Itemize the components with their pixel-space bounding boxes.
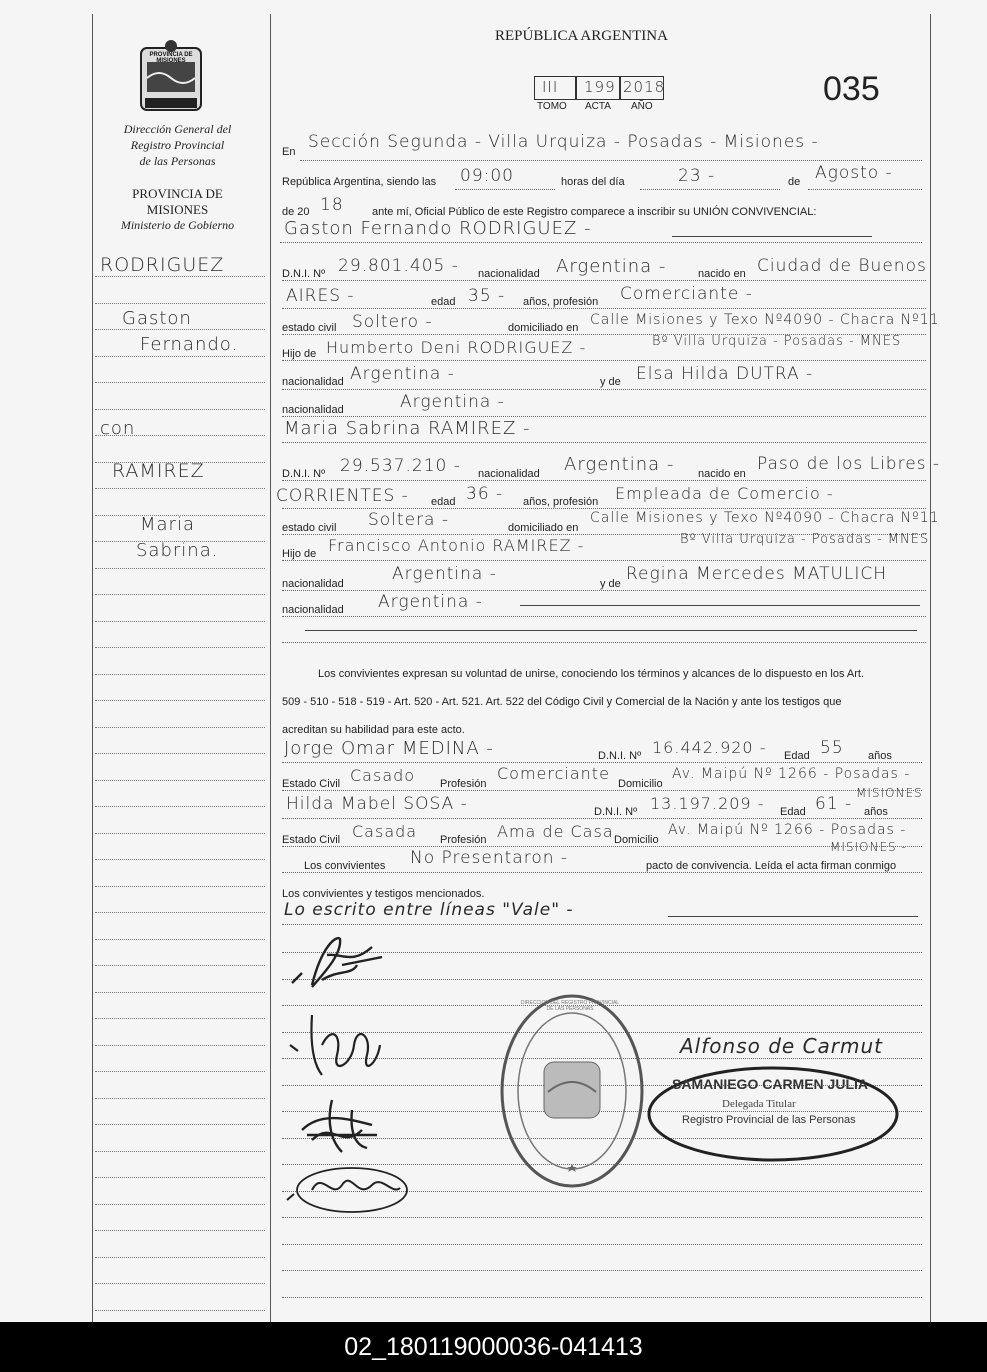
acta-label: ACTA (585, 101, 611, 112)
p2-lbl-dni: D.N.I. Nº (282, 468, 326, 480)
w2-profession: Ama de Casa (497, 822, 614, 841)
margin-ruled-line (95, 1018, 265, 1019)
center-margin-line (270, 14, 271, 1322)
p1-lbl-civil: estado civil (282, 322, 337, 334)
record-box (534, 76, 664, 114)
signature-4-icon (282, 1160, 422, 1220)
agency-line2: Registro Provincial (130, 138, 225, 152)
footer-code: 02_180119000036-041413 (344, 1333, 643, 1361)
margin-ruled-line (95, 1177, 265, 1178)
footer-code-bar (0, 1322, 987, 1372)
p2-father: Francisco Antonio RAMIREZ - (328, 536, 585, 555)
stamp-text: DIRECCION DEL REGISTRO PROVINCIAL DE LAS PERSONAS (520, 1000, 620, 1012)
p2-row6-rule (520, 605, 920, 606)
p1-birthplace2: AIRES - (286, 286, 355, 306)
p2-father-nationality: Argentina - (392, 564, 497, 584)
lbl-en: En (282, 146, 296, 158)
margin-ruled-line (95, 806, 265, 807)
name2-fill (282, 442, 926, 443)
p1-lbl-nac2: nacionalidad (282, 376, 344, 388)
p2-lbl-civil: estado civil (282, 522, 337, 534)
p2-lbl-yde: y de (600, 578, 621, 590)
p1-father-nationality: Argentina - (350, 364, 455, 384)
p2-lbl-dom: domiciliado en (508, 522, 579, 534)
acta-value: 199 (584, 78, 616, 96)
p1-address: Calle Misiones y Texo Nº4090 - Chacra Nº11 (590, 312, 940, 328)
p1-lbl-yde: y de (600, 376, 621, 388)
p2-lbl-prof: años, profesión (523, 496, 599, 508)
p2-lbl-edad: edad (431, 496, 456, 508)
p1-lbl-dom: domiciliado en (508, 322, 579, 334)
p1-profession: Comerciante - (620, 284, 753, 304)
p2-address2: Bº Villa Urquiza - Posadas - MNES (680, 532, 930, 547)
margin-ruled-line (95, 674, 265, 675)
margin-ruled-line (95, 912, 265, 913)
margin-ruled-line (95, 859, 265, 860)
official-signature: Alfonso de Carmut (680, 1034, 884, 1058)
w2-lbl-prof: Profesión (440, 834, 487, 846)
w1-lbl-anios: años (868, 750, 892, 762)
margin-note-surname2: RAMIREZ (112, 460, 205, 482)
signature-2-icon (282, 1005, 392, 1085)
p1-birthplace: Ciudad de Buenos (757, 256, 927, 276)
margin-ruled-line (95, 647, 265, 648)
p1-mother-nationality: Argentina - (400, 392, 505, 412)
p2-birthplace2: CORRIENTES - (276, 486, 409, 506)
p2-lbl-hijo: Hijo de (282, 548, 317, 560)
w2-lbl-dni: D.N.I. Nº (594, 806, 638, 818)
official-stamp-icon (498, 992, 646, 1190)
province-line1: PROVINCIA DE (132, 186, 223, 201)
w1-lbl-estado: Estado Civil (282, 778, 341, 790)
person2-fullname: Maria Sabrina RAMIREZ - (284, 418, 531, 439)
anio-label: AÑO (631, 101, 653, 112)
margin-ruled-line (95, 965, 265, 966)
p1-row5-fill (282, 389, 926, 390)
ministry-line: Ministerio de Gobierno (120, 218, 235, 232)
signature-ruled-line (282, 1270, 922, 1271)
margin-note-name1a: Gaston (122, 308, 192, 329)
month-fill (808, 189, 922, 190)
w2-lbl-estado: Estado Civil (282, 834, 341, 846)
anio-value: 2018 (623, 78, 666, 96)
p1-lbl-dni: D.N.I. Nº (282, 268, 326, 280)
w1-address2: MISIONES (856, 786, 923, 800)
filler-fill (282, 642, 926, 643)
province-emblem (135, 38, 207, 116)
margin-note-name1b: Fernando. (140, 334, 239, 355)
margin-ruled-line (95, 594, 265, 595)
p1-row2-fill (282, 308, 926, 309)
margin-ruled-line (95, 621, 265, 622)
p2-row6-fill (282, 616, 926, 617)
office-value: Sección Segunda - Villa Urquiza - Posadas - Misiones - (308, 132, 819, 152)
month-value: Agosto - (815, 163, 893, 183)
record-number: 035 (823, 70, 880, 108)
p1-lbl-nac: nacionalidad (478, 268, 540, 280)
margin-ruled-line (95, 1151, 265, 1152)
margin-ruled-line (95, 833, 265, 834)
p2-age: 36 - (466, 484, 504, 504)
tomo-value: III (542, 78, 559, 96)
right-margin-line (930, 14, 931, 1322)
day-value: 23 - (678, 166, 716, 186)
lbl-de20: de 20 (282, 206, 310, 218)
person1-fullname: Gaston Fernando RODRIGUEZ - (284, 218, 592, 239)
margin-ruled-line (95, 382, 265, 383)
p1-mother: Elsa Hilda DUTRA - (636, 364, 814, 384)
w2-row2-fill (282, 846, 922, 847)
w1-name: Jorge Omar MEDINA - (284, 738, 494, 759)
declaration-line2: 509 - 510 - 518 - 519 - Art. 520 - Art. 521. Art. 522 del Código Civil y Comercial de la Nación y ante los testigos que (282, 696, 842, 708)
p1-row4-fill (282, 360, 926, 361)
p1-nationality: Argentina - (556, 256, 667, 277)
margin-ruled-line (95, 992, 265, 993)
p1-lbl-nac3: nacionalidad (282, 404, 344, 416)
margin-ruled-line (95, 1257, 265, 1258)
agency-line1: Dirección General del (123, 122, 232, 136)
p2-lbl-nac2: nacionalidad (282, 578, 344, 590)
p2-dni: 29.537.210 - (340, 456, 461, 476)
margin-ruled-line (95, 780, 265, 781)
w2-name: Hilda Mabel SOSA - (286, 794, 468, 814)
day-fill (640, 189, 780, 190)
w2-age: 61 - (815, 794, 853, 814)
province-emblem-icon (135, 38, 207, 116)
p1-lbl-hijo: Hijo de (282, 348, 317, 360)
hour-fill (455, 189, 555, 190)
lbl-ante: ante mí, Oficial Público de este Registro comparece a inscribir su UNIÓN CONVIVENCIAL: (372, 206, 817, 218)
lbl-convivientes: Los convivientes (304, 860, 386, 872)
w2-row1-fill (282, 818, 922, 819)
filler-rule (305, 630, 917, 631)
lbl-republica: República Argentina, siendo las (282, 176, 437, 188)
pact-fill (282, 872, 922, 873)
margin-ruled-line (95, 1310, 265, 1311)
margin-note-name2a: Maria (140, 514, 195, 535)
p1-father: Humberto Deni RODRIGUEZ - (326, 338, 587, 357)
p2-address: Calle Misiones y Texo Nº4090 - Chacra Nº11 (590, 510, 940, 526)
w1-lbl-prof: Profesión (440, 778, 487, 790)
w2-lbl-edad: Edad (780, 806, 806, 818)
signature-1-icon (282, 925, 402, 995)
closing-line2: Los convivientes y testigos mencionados. (282, 888, 485, 900)
p2-birthplace: Paso de los Libres - (757, 454, 941, 474)
closing-note: Lo escrito entre líneas "Vale" - (284, 900, 574, 920)
w1-lbl-edad: Edad (784, 750, 810, 762)
margin-ruled-line (95, 356, 265, 357)
name1-fill (280, 242, 922, 243)
official-office: Registro Provincial de las Personas (682, 1114, 856, 1126)
p2-row1-fill (282, 480, 926, 481)
w1-lbl-dni: D.N.I. Nº (598, 750, 642, 762)
province-line2: MISIONES (146, 202, 209, 217)
signature-3-icon (282, 1090, 392, 1160)
lbl-de: de (788, 176, 801, 188)
w1-civil: Casado (350, 766, 416, 785)
margin-ruled-line (95, 1230, 265, 1231)
margin-ruled-line (95, 303, 265, 304)
lbl-pact: pacto de convivencia. Leída el acta firman conmigo (646, 860, 897, 872)
w1-profession: Comerciante (497, 764, 610, 783)
w2-dni: 13.197.209 - (650, 794, 765, 813)
w1-lbl-dom: Domicilio (618, 778, 663, 790)
left-margin-line (92, 14, 93, 1322)
w2-lbl-anios: años (864, 806, 888, 818)
margin-ruled-line (95, 1045, 265, 1046)
p2-civil: Soltera - (368, 510, 449, 530)
p1-row6-fill (282, 416, 926, 417)
office-fill (300, 160, 922, 161)
p1-row1-fill (282, 280, 926, 281)
margin-ruled-line (95, 727, 265, 728)
tomo-label: TOMO (537, 101, 567, 112)
w2-lbl-dom: Domicilio (614, 834, 659, 846)
p2-lbl-nac3: nacionalidad (282, 604, 344, 616)
signature-ruled-line (282, 1297, 922, 1298)
margin-ruled-line (95, 1098, 265, 1099)
p1-lbl-nacido: nacido en (698, 268, 746, 280)
lbl-horas: horas del día (561, 176, 625, 188)
p2-lbl-nacido: nacido en (698, 468, 746, 480)
margin-note-surname1: RODRIGUEZ (100, 254, 225, 276)
w1-address: Av. Maipú Nº 1266 - Posadas - (672, 766, 911, 782)
p2-mother: Regina Mercedes MATULICH (626, 564, 888, 584)
p2-profession: Empleada de Comercio - (615, 484, 834, 503)
margin-ruled-line (95, 1283, 265, 1284)
margin-ruled-line (95, 753, 265, 754)
p1-address2: Bº Villa Urquiza - Posadas - MNES (652, 334, 902, 349)
w1-age: 55 (820, 738, 844, 758)
w1-dni: 16.442.920 - (652, 738, 767, 757)
margin-ruled-line (95, 1124, 265, 1125)
declaration-line1: Los convivientes expresan su voluntad de unirse, conociendo los términos y alcances de lo dispuesto en los Art. (318, 668, 865, 680)
year-value: 18 (320, 195, 344, 215)
hour-value: 09:00 (460, 166, 514, 186)
p2-row2-fill (282, 508, 926, 509)
p1-age: 35 - (468, 286, 506, 306)
margin-note-name2b: Sabrina. (136, 540, 219, 561)
pact-value: No Presentaron - (410, 848, 569, 868)
w1-row1-fill (282, 762, 922, 763)
margin-ruled-line (95, 329, 265, 330)
w2-civil: Casada (352, 822, 418, 841)
p1-civil: Soltero - (352, 312, 433, 332)
margin-ruled-line (95, 276, 265, 277)
p1-lbl-edad: edad (431, 296, 456, 308)
margin-note-con: con (100, 418, 136, 439)
declaration-line3: acreditan su habilidad para este acto. (282, 724, 465, 736)
margin-ruled-line (95, 488, 265, 489)
margin-ruled-line (95, 1071, 265, 1072)
official-title: Delegada Titular (722, 1098, 796, 1110)
emblem-caption: PROVINCIA DE MISIONES (149, 52, 193, 64)
p2-row4-fill (282, 560, 926, 561)
p2-mother-nationality: Argentina - (378, 592, 483, 612)
p1-lbl-prof: años, profesión (523, 296, 599, 308)
margin-ruled-line (95, 568, 265, 569)
signature-ruled-line (282, 1244, 922, 1245)
margin-ruled-line (95, 886, 265, 887)
p2-nationality: Argentina - (564, 454, 675, 475)
margin-ruled-line (95, 939, 265, 940)
margin-ruled-line (95, 409, 265, 410)
name1-rule (672, 236, 872, 237)
p2-lbl-nac: nacionalidad (478, 468, 540, 480)
margin-ruled-line (95, 1204, 265, 1205)
official-name: SAMANIEGO CARMEN JULIA (672, 1076, 869, 1092)
note-rule (668, 916, 918, 917)
w2-address: Av. Maipú Nº 1266 - Posadas - (668, 822, 907, 838)
margin-ruled-line (95, 700, 265, 701)
country-heading: REPÚBLICA ARGENTINA (495, 28, 668, 44)
agency-line3: de las Personas (139, 154, 216, 168)
p2-row5-fill (282, 590, 926, 591)
p1-dni: 29.801.405 - (338, 256, 459, 276)
w2-address2: MISIONES - (830, 840, 907, 854)
w1-row2-fill (282, 790, 922, 791)
